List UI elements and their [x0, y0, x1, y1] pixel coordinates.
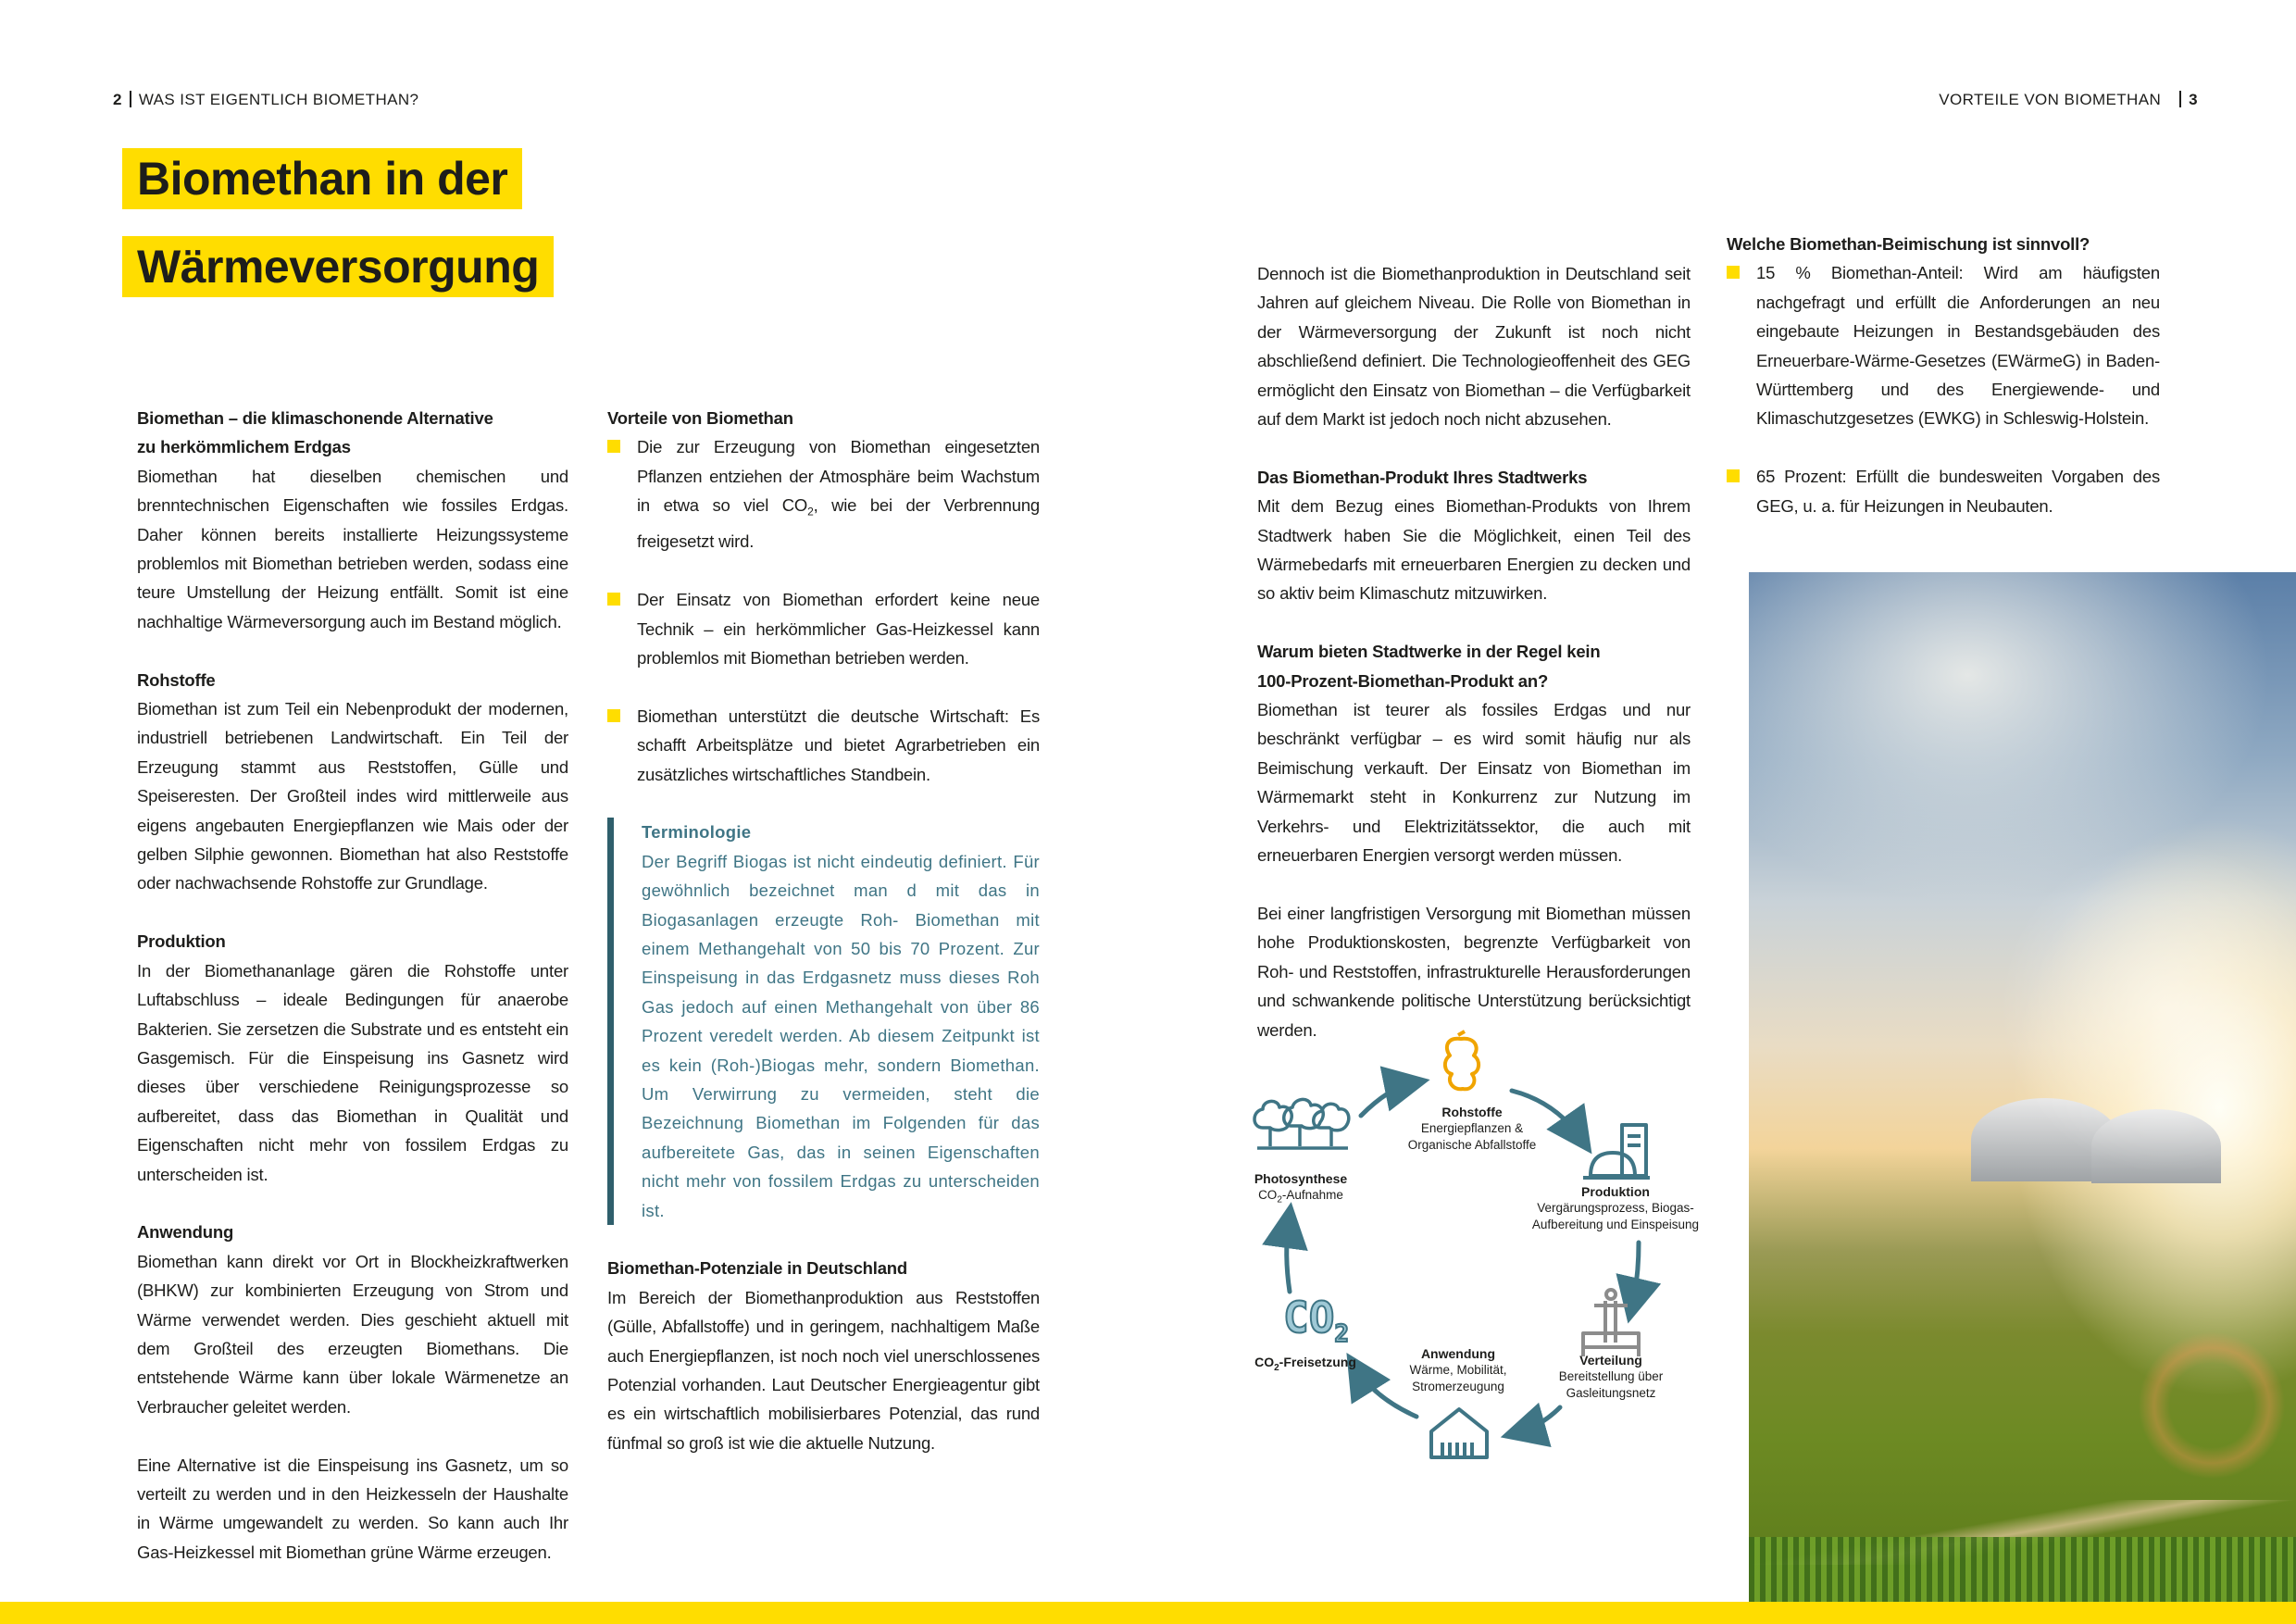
- page-title-line-1: Biomethan in der: [122, 148, 522, 209]
- warum-heading: Warum bieten Stadtwerke in der Regel kein 100-Prozent-Biomethan-Produkt an?: [1257, 642, 1601, 691]
- column-4: [1727, 230, 2160, 520]
- column-3: [1257, 259, 1691, 1044]
- bullet-square: [1727, 469, 1740, 482]
- bottom-accent-bar: [0, 1602, 2296, 1624]
- header-divider: [2179, 91, 2181, 107]
- running-header-right: [1939, 91, 2198, 109]
- terminologie-callout: [607, 818, 1040, 1225]
- section-title-left: WAS IST EIGENTLICH BIOMETHAN?: [138, 91, 419, 108]
- label-anwendung: Anwendung Wärme, Mobilität, Stromerzeugung: [1409, 1346, 1507, 1393]
- bullet-square: [1727, 266, 1740, 279]
- label-rohstoffe: Rohstoffe Energiepflanzen & Organische Abfallstoffe: [1407, 1105, 1537, 1152]
- list-item: Der Einsatz von Biomethan erfordert keine neue Technik – ein herkömmlicher Gas-Heizkessel kann problemlos mit Biomethan betrieben werden.: [607, 585, 1040, 672]
- beimischung-list: [1727, 258, 2160, 520]
- lens-flare: [2138, 1331, 2286, 1480]
- biogas-plant-icon: [1583, 1125, 1650, 1178]
- potenziale-text: Im Bereich der Biomethanproduktion aus Reststoffen (Gülle, Abfallstoffe) und in geringem, nachhaltigem Maße auch Energiepflanzen, ist noch noch viel unerschlossenes Potenzial vorhanden. Laut Deutscher Energieagentur gibt es ein wirtschaftlich mobilisierbares Potenzial, das rund fünfmal so groß ist wie die aktuelle Nutzung.: [607, 1287, 1040, 1453]
- vorteile-heading: Vorteile von Biomethan: [607, 408, 793, 428]
- page-title-line-2: Wärmeversorgung: [122, 236, 554, 297]
- anwendung-heading: Anwendung: [137, 1222, 234, 1243]
- column-2: [607, 404, 1040, 1457]
- label-photosynthese: Photosynthese $CO_2$-Aufnahme: [1254, 1171, 1348, 1206]
- produkt-text: Mit dem Bezug eines Biomethan-Produkts von Ihrem Stadtwerk haben Sie die Möglichkeit, einen Teil des Wärmebedarfs mit erneuerbaren Energien zu decken und so aktiv beim Klimaschutz mitzuwirken.: [1257, 496, 1691, 604]
- section-title-right: VORTEILE VON BIOMETHAN: [1939, 91, 2162, 108]
- header-divider: [130, 91, 131, 107]
- list-item: 15 % Biomethan-Anteil: Wird am häufigsten nachgefragt und erfüllt die Anforderungen an neu eingebaute Heizungen in Bestandsgebäuden des Erneuerbare-Wärme-Gesetzes (EWärmeG) in Baden-Württemberg und des Energiewende- und Klimaschutzgesetzes (EWKG) in Schleswig-Holstein.: [1727, 258, 2160, 432]
- intro-text: Biomethan hat dieselben chemischen und brenntechnischen Eigenschaften wie fossiles Erdgas. Daher können bereits installierte Heizungssysteme problemlos mit Biomethan betrieben werden, sodass eine teure Umstellung der Heizung entfällt. Somit ist eine nachhaltige Wärmeversorgung auch im Bestand möglich.: [137, 466, 568, 631]
- arrow-verteilung-to-anwendung: [1518, 1407, 1560, 1432]
- anwendung-text: Biomethan kann direkt vor Ort in Blockheizkraftwerken (BHKW) zur kombinierten Erzeugung von Strom und Wärme verwendet werden. Dies geschieht aktuell mit dem Großteil des erzeugten Biomethans. Die entstehende Wärme kann über lokale Wärmenetze an Verbraucher geleitet werden.: [137, 1251, 568, 1417]
- terminologie-text: Der Begriff Biogas ist nicht eindeutig definiert. Für gewöhnlich bezeichnet man d mit das in Biogasanlagen erzeugte Roh- Biomethan mit einem Methangehalt von 50 bis 70 Prozent. Zur Einspeisung in das Erdgasnetz muss dieses Roh Gas jedoch auf einen Methangehalt von über 86 Prozent veredelt werden. Ab diesem Zeitpunkt ist es kein (Roh-)Biogas mehr, sondern Biomethan. Um Verwirrung zu vermeiden, steht die Bezeichnung Biomethan im Folgenden für das aufbereitete Gas, das in seinen Eigenschaften nicht mehr von fossilem Erdgas zu unterscheiden ist.: [642, 851, 1040, 1220]
- gas-pipe-icon: [1583, 1290, 1639, 1356]
- page-number-left: 2: [113, 91, 122, 108]
- vorteile-list: [607, 432, 1040, 789]
- cycle-graphic: [1250, 1028, 1703, 1472]
- bullet-square: [607, 709, 620, 722]
- landscape-photo-biogas-plant: [1749, 572, 2296, 1602]
- biomethan-cycle-diagram: [1250, 1028, 1703, 1472]
- label-produktion: Produktion Vergärungsprozess, Biogas- Aufbereitung und Einspeisung: [1531, 1184, 1700, 1231]
- column-1: [137, 404, 568, 1567]
- beimischung-heading: Welche Biomethan-Beimischung ist sinnvoll?: [1727, 234, 2090, 254]
- list-item: 65 Prozent: Erfüllt die bundesweiten Vorgaben des GEG, u. a. für Heizungen in Neubauten.: [1727, 462, 2160, 520]
- produktion-text: In der Biomethananlage gären die Rohstoffe unter Luftabschluss – ideale Bedingungen für anaerobe Bakterien. Sie zersetzen die Substrate und es entsteht ein Gasgemisch. Für die Einspeisung ins Gasnetz wird dieses über verschiedene Reinigungsprozesse so aufbereitet, dass das Biomethan in Qualität und Eigenschaften nicht mehr von fossilem Erdgas zu unterscheiden ist.: [137, 960, 568, 1184]
- rohstoffe-text: Biomethan ist zum Teil ein Nebenprodukt der modernen, industriell betriebenen Landwirtschaft. Ein Teil der Erzeugung stammt aus Reststoffen, Gülle und Speiseresten. Der Großteil indes wird mittlerweile aus eigens angebauten Energiepflanzen wie Mais oder der gelben Silphie gewonnen. Biomethan hat also Reststoffe oder nachwachsende Rohstoffe zur Grundlage.: [137, 699, 568, 893]
- co2-icon: $CO_2$: [1283, 1293, 1350, 1349]
- bullet-square: [607, 593, 620, 606]
- running-header-left: [113, 91, 418, 109]
- crop-row: [1749, 1537, 2296, 1602]
- page-number-right: 3: [2189, 91, 2198, 108]
- trees-icon: [1254, 1099, 1349, 1148]
- intro-heading: Biomethan – die klimaschonende Alternative zu herkömmlichem Erdgas: [137, 408, 493, 457]
- house-heating-icon: [1431, 1409, 1487, 1457]
- label-verteilung: Verteilung Bereitstellung über Gasleitungsnetz: [1558, 1353, 1664, 1400]
- label-co2-freisetzung: $CO_2$-Freisetzung: [1254, 1355, 1356, 1373]
- list-item: Die zur Erzeugung von Biomethan eingesetzten Pflanzen entziehen der Atmosphäre beim Wachstum in etwa so viel $CO_2$, wie bei der Verbrennung freigesetzt wird.: [607, 432, 1040, 556]
- rohstoffe-heading: Rohstoffe: [137, 669, 216, 690]
- langfristig-text: Bei einer langfristigen Versorgung mit Biomethan müssen hohe Produktionskosten, begrenzte Verfügbarkeit von Roh- und Reststoffen, infrastrukturelle Herausforderungen und schwankende politische Unterstützung berücksichtigt werden.: [1257, 903, 1691, 1040]
- bullet-square: [607, 440, 620, 453]
- apple-core-icon: [1445, 1031, 1479, 1089]
- intro-text-col3: Dennoch ist die Biomethanproduktion in Deutschland seit Jahren auf gleichem Niveau. Die Rolle von Biomethan in der Wärmeversorgung der Zukunft ist noch nicht abschließend definiert. Die Technologieoffenheit des GEG ermöglicht den Einsatz von Biomethan – die Verfügbarkeit auf dem Markt ist jedoch noch nicht abzusehen.: [1257, 264, 1691, 430]
- terminologie-heading: Terminologie: [642, 822, 752, 843]
- arrow-freisetzung-to-photosynthese: [1287, 1220, 1290, 1292]
- list-item: Biomethan unterstützt die deutsche Wirtschaft: Es schafft Arbeitsplätze und bietet Agrarbetrieben ein zusätzliches wirtschaftliches Standbein.: [607, 702, 1040, 789]
- arrow-produktion-to-verteilung: [1632, 1243, 1639, 1305]
- produkt-heading: Das Biomethan-Produkt Ihres Stadtwerks: [1257, 467, 1588, 487]
- alternative-text: Eine Alternative ist die Einspeisung ins Gasnetz, um so verteilt zu werden und in den Heizkesseln der Haushalte in Wärme umgewandelt zu werden. So kann auch Ihr Gas-Heizkessel mit Biomethan grüne Wärme erzeugen.: [137, 1455, 568, 1562]
- produktion-heading: Produktion: [137, 931, 226, 952]
- potenziale-heading: Biomethan-Potenziale in Deutschland: [607, 1258, 907, 1279]
- warum-text: Biomethan ist teurer als fossiles Erdgas und nur beschränkt verfügbar – es wird somit häufig nur als Beimischung verkauft. Der Einsatz von Biomethan im Wärmemarkt steht in Konkurrenz zur Nutzung im Verkehrs- und Elektrizitätssektor, die auch mit erneuerbaren Energien versorgt werden müssen.: [1257, 700, 1691, 866]
